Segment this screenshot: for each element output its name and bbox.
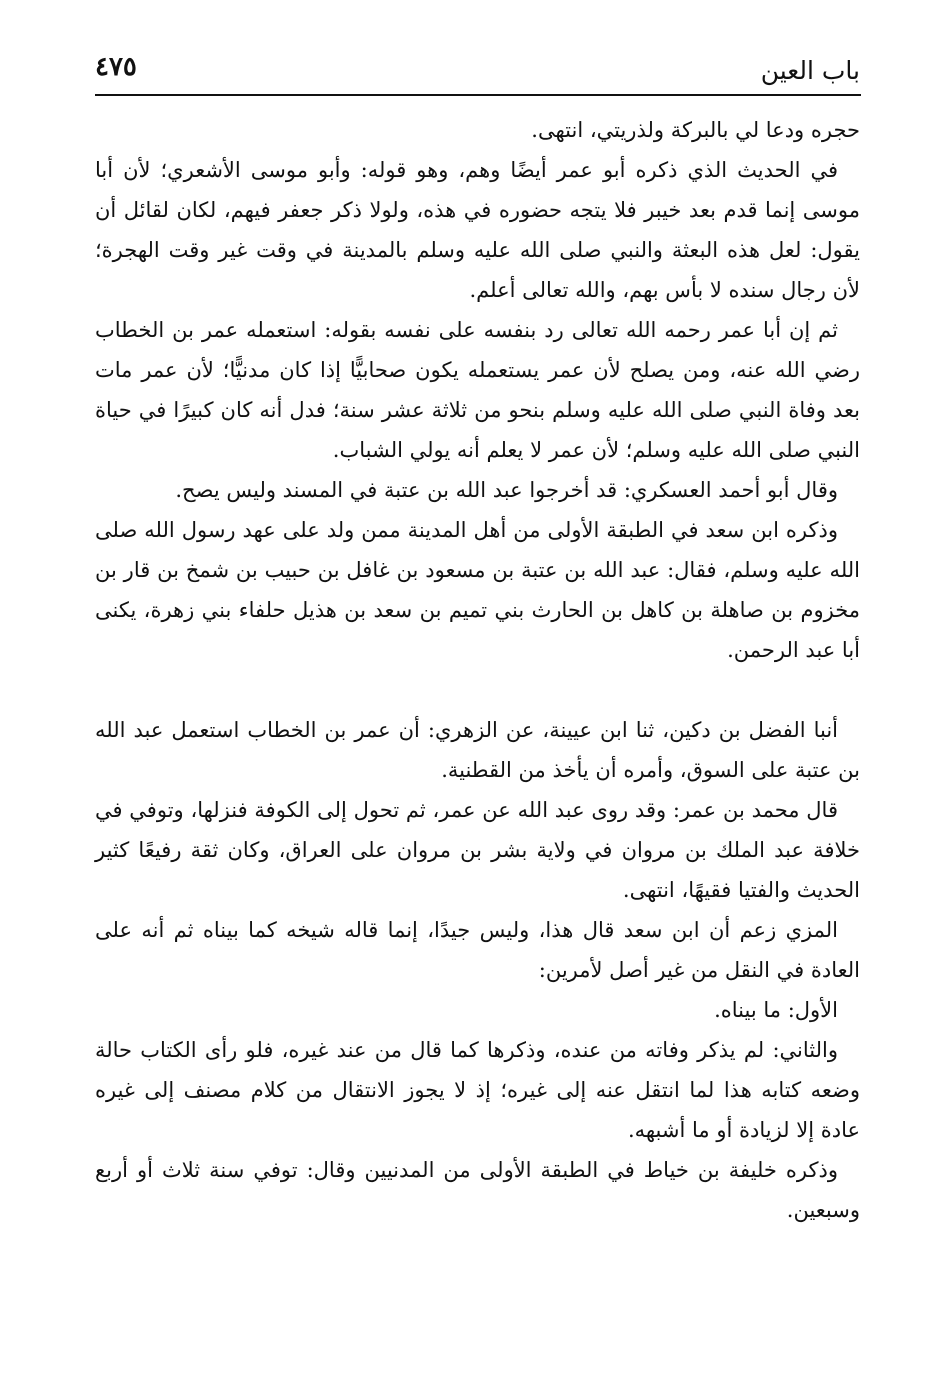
page-number: ٤٧٥ (95, 52, 137, 82)
running-title: باب العين (760, 56, 860, 85)
paragraph: وذكره ابن سعد في الطبقة الأولى من أهل المدينة ممن ولد على عهد رسول الله صلى الله عليه وسلم، فقال: عبد الله بن عتبة بن مسعود بن غافل بن حبيب بن شمخ بن قار بن مخزوم بن صاهلة بن كاهل بن الحارث بني تميم بن سعد بن هذيل حلفاء بني زهرة، يكنى أبا عبد الرحمن. (95, 518, 860, 662)
page-header (95, 52, 860, 94)
paragraph: أنبا الفضل بن دكين، ثنا ابن عيينة، عن الزهري: أن عمر بن الخطاب استعمل عبد الله بن عتبة على السوق، وأمره أن يأخذ من القطنية. (95, 718, 860, 782)
paragraph: والثاني: لم يذكر وفاته من عنده، وذكرها كما قال من عند غيره، فلو رأى الكتاب حالة وضعه كتابه هذا لما انتقل عنه إلى غيره؛ إذ لا يجوز الانتقال من كلام مصنف إلى غيره عادة إلا لزيادة أو ما أشبهه. (95, 1038, 860, 1142)
paragraph: وقال أبو أحمد العسكري: قد أخرجوا عبد الله بن عتبة في المسند وليس يصح. (175, 478, 838, 502)
main-text (95, 110, 860, 1230)
paragraph: المزي زعم أن ابن سعد قال هذا، وليس جيدًا، إنما قاله شيخه كما بيناه ثم أنه على العادة في النقل من غير أصل لأمرين: (95, 918, 860, 982)
paragraph: حجره ودعا لي بالبركة ولذريتي، انتهى. (531, 118, 860, 142)
paragraph: في الحديث الذي ذكره أبو عمر أيضًا وهم، وهو قوله: وأبو موسى الأشعري؛ لأن أبا موسى إنما قدم بعد خيبر فلا يتجه حضوره في هذه، ولولا ذكر جعفر فيهم، لكان لقائل أن يقول: لعل هذه البعثة والنبي صلى الله عليه وسلم بالمدينة في وقت غير وقت الهجرة؛ لأن رجال سنده لا بأس بهم، والله تعالى أعلم. (95, 158, 860, 302)
section-gap (95, 670, 860, 710)
header-divider (95, 94, 861, 96)
paragraph: ثم إن أبا عمر رحمه الله تعالى رد بنفسه على نفسه بقوله: استعمله عمر بن الخطاب رضي الله عنه، ومن يصلح لأن عمر يستعمله يكون صحابيًّا إذا كان مدنيًّا؛ لأن عمر مات بعد وفاة النبي صلى الله عليه وسلم بنحو من ثلاثة عشر سنة؛ فدل أنه كان كبيرًا في حياة النبي صلى الله عليه وسلم؛ لأن عمر لا يعلم أنه يولي الشباب. (95, 318, 860, 462)
paragraph: قال محمد بن عمر: وقد روى عبد الله عن عمر، ثم تحول إلى الكوفة فنزلها، وتوفي في خلافة عبد الملك بن مروان في ولاية بشر بن مروان على العراق، وكان ثقة رفيعًا كثير الحديث والفتيا فقيهًا، انتهى. (95, 798, 860, 902)
paragraph: وذكره خليفة بن خياط في الطبقة الأولى من المدنيين وقال: توفي سنة ثلاث أو أربع وسبعين. (95, 1158, 860, 1222)
paragraph: الأول: ما بيناه. (714, 998, 838, 1022)
